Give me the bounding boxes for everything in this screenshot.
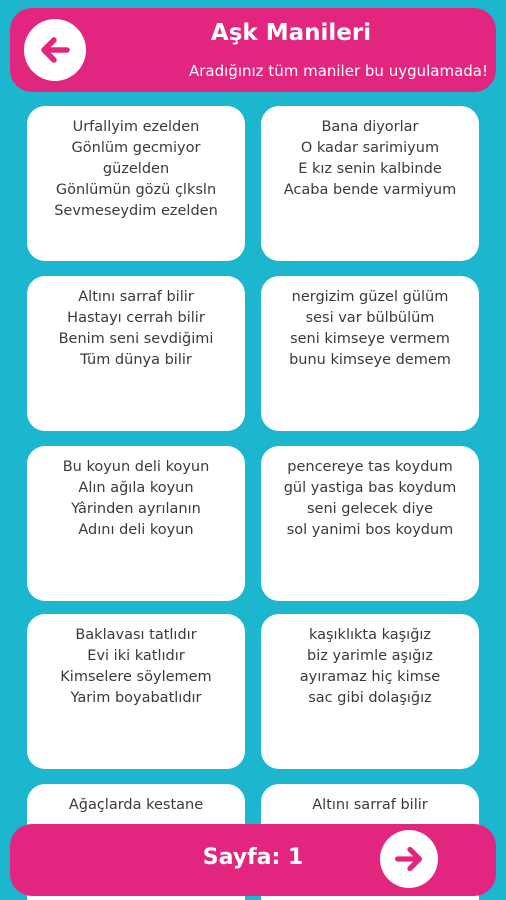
arrow-right-icon [390, 840, 428, 878]
mani-card[interactable] [27, 276, 245, 431]
mani-line: Bu koyun deli koyun [62, 459, 210, 475]
mani-line: seni gelecek diye [306, 501, 433, 517]
mani-line: gül yastiga bas koydum [283, 480, 457, 496]
mani-line: Kimselere söylemem [60, 669, 212, 685]
mani-line: Acaba bende varmiyum [283, 182, 457, 198]
mani-line: biz yarimle aşığız [307, 648, 433, 664]
mani-line: sesi var bülbülüm [305, 310, 435, 326]
mani-line: Adını deli koyun [78, 522, 194, 538]
mani-line: Hastayı cerrah bilir [67, 310, 205, 326]
mani-line: Bana diyorlar [321, 119, 419, 135]
mani-line: Yarim boyabatlıdır [70, 690, 202, 706]
page-title: Aşk Manileri [210, 20, 372, 46]
mani-card[interactable] [261, 446, 479, 601]
mani-line: nergizim güzel gülüm [291, 289, 449, 305]
mani-line: Altını sarraf bilir [312, 797, 428, 813]
mani-card[interactable] [261, 614, 479, 769]
page-subtitle: Aradığınız tüm maniler bu uygulamada! [189, 62, 488, 80]
page-indicator: Sayfa: 1 [202, 845, 304, 870]
mani-line: sac gibi dolaşığız [308, 690, 432, 706]
mani-line: Tüm dünya bilir [80, 352, 192, 368]
mani-line: Ağaçlarda kestane [68, 797, 204, 813]
mani-line: E kız senin kalbinde [298, 161, 442, 177]
mani-card[interactable] [261, 276, 479, 431]
mani-line: Altını sarraf bilir [78, 289, 194, 305]
mani-line: Baklavası tatlıdır [75, 627, 197, 643]
next-page-button[interactable] [380, 830, 438, 888]
mani-line: sol yanimi bos koydum [286, 522, 454, 538]
mani-line: pencereye tas koydum [287, 459, 453, 475]
mani-line: Gönlümün gözü çlksln [55, 182, 217, 198]
mani-line: kaşıklıkta kaşığız [308, 627, 432, 643]
footer-bar [10, 824, 496, 896]
mani-line: Alın ağıla koyun [78, 480, 194, 496]
mani-line: Yârinden ayrılanın [71, 501, 201, 517]
header-bar [10, 8, 496, 92]
mani-line: bunu kimseye demem [289, 352, 451, 368]
mani-line: Gönlüm gecmiyor [71, 140, 201, 156]
arrow-left-icon [35, 30, 75, 70]
back-button[interactable] [24, 19, 86, 81]
mani-card[interactable] [27, 106, 245, 261]
mani-line: güzelden [102, 161, 170, 177]
mani-card[interactable] [27, 614, 245, 769]
mani-card[interactable] [27, 446, 245, 601]
mani-line: ayıramaz hiç kimse [299, 669, 441, 685]
mani-line: seni kimseye vermem [290, 331, 450, 347]
mani-line: O kadar sarimiyum [300, 140, 440, 156]
mani-line: Urfallyim ezelden [72, 119, 200, 135]
mani-card[interactable] [261, 106, 479, 261]
mani-line: Evi iki katlıdır [87, 648, 185, 664]
mani-line: Sevmeseydim ezelden [54, 203, 218, 219]
mani-line: Benim seni sevdiğimi [58, 331, 214, 347]
